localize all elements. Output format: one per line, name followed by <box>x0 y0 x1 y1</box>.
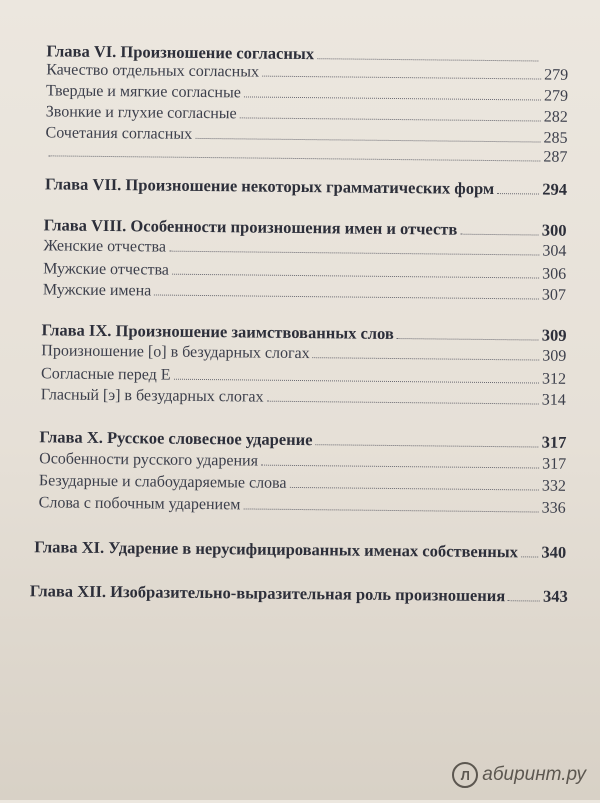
leader-dots <box>397 337 539 340</box>
leader-dots <box>172 273 539 279</box>
toc-entry-label: Произношение [о] в безударных слогах <box>41 342 310 363</box>
leader-dots <box>289 486 538 491</box>
toc-entry-label: Женские отчества <box>43 237 167 256</box>
toc-entry-label: Мужские имена <box>42 281 152 300</box>
toc-entry-page: 279 <box>543 87 569 105</box>
toc-chapter-title: Глава XI. Ударение в нерусифицированных именах собственных <box>34 537 519 562</box>
toc-chapter-title: Глава IX. Произношение заимствованных слов <box>41 320 394 344</box>
toc-entry <box>43 281 566 304</box>
toc-entry-page: 307 <box>541 286 567 304</box>
leader-dots <box>169 250 539 256</box>
toc-chapter-page: 300 <box>541 220 567 240</box>
leader-dots <box>497 192 539 194</box>
toc-entry-page: 309 <box>542 347 567 365</box>
toc-entry <box>43 260 566 283</box>
toc-chapter-12-heading <box>30 581 568 607</box>
toc-entry-page: 304 <box>542 242 567 260</box>
toc-entry-label: Слова с побочным ударением <box>38 494 241 514</box>
toc-chapter-page: 294 <box>542 179 568 199</box>
toc-entry <box>46 82 568 105</box>
toc-entry-label: Безударные и слабоударяемые слова <box>38 472 287 492</box>
toc-entry-page: 279 <box>544 66 569 84</box>
toc-entry <box>39 450 566 474</box>
toc-chapter-10-heading <box>39 427 566 453</box>
labirint-watermark <box>452 762 586 788</box>
toc-chapter-title: Глава VII. Произношение некоторых грамматических форм <box>44 174 495 199</box>
toc-entry-label: Согласные перед Е <box>40 365 171 384</box>
toc-entry-label: Звонкие и глухие согласные <box>45 103 237 123</box>
toc-entry-page: 282 <box>543 108 568 126</box>
leader-dots <box>244 95 541 100</box>
leader-dots <box>48 154 540 161</box>
toc-entry-label: Сочетания согласных <box>45 124 193 143</box>
toc-entry-label: Мужские отчества <box>43 260 170 279</box>
toc-entry-page: 285 <box>543 129 568 147</box>
leader-dots <box>174 378 540 384</box>
leader-dots <box>313 356 540 360</box>
toc-entry-page: 312 <box>541 370 567 388</box>
toc-chapter-page: 317 <box>541 432 567 452</box>
toc-entry <box>41 365 566 388</box>
toc-chapter-title: Глава VIII. Особенности произношения имен и отчеств <box>43 215 458 239</box>
leader-dots <box>508 599 540 601</box>
leader-dots <box>317 57 538 61</box>
toc-chapter-9-heading <box>41 320 566 345</box>
toc-entry <box>39 494 566 518</box>
toc-entry-page: 306 <box>542 265 567 283</box>
toc-chapter-page: 343 <box>542 586 568 606</box>
leader-dots <box>195 137 540 143</box>
toc-entry <box>41 386 566 409</box>
toc-chapter-title: Глава XII. Изобразительно-выразительная роль произношения <box>29 581 506 606</box>
toc-chapter-title: Глава VI. Произношение согласных <box>46 41 315 64</box>
leader-dots <box>261 464 539 469</box>
toc-entry-page: 332 <box>541 477 567 495</box>
leader-dots <box>521 555 539 557</box>
toc-entry-label: Гласный [э] в безударных слогах <box>40 386 264 406</box>
toc-chapter-title: Глава X. Русское словесное ударение <box>39 427 313 450</box>
leader-dots <box>460 233 539 236</box>
toc-chapter-page: 340 <box>541 542 567 562</box>
toc-chapter-8-heading <box>44 215 567 240</box>
leader-dots <box>240 116 541 121</box>
labirint-logo-icon: Л <box>452 762 478 788</box>
toc-entry-label: Качество отдельных согласных <box>46 61 260 81</box>
toc-entry-page: 287 <box>543 148 568 166</box>
toc-entry-label: Особенности русского ударения <box>39 450 259 470</box>
toc-entry-page: 314 <box>541 391 566 409</box>
labirint-watermark-text: абиринт.ру <box>482 764 586 785</box>
toc-entry-label: Твердые и мягкие согласные <box>45 82 241 102</box>
leader-dots <box>243 507 538 512</box>
leader-dots <box>262 75 541 80</box>
leader-dots <box>154 293 539 299</box>
leader-dots <box>315 443 538 447</box>
toc-entry <box>43 237 566 260</box>
toc-entry <box>39 472 566 496</box>
toc-entry-page: 336 <box>541 499 566 517</box>
leader-dots <box>266 400 538 405</box>
toc-chapter-11-heading <box>34 537 566 563</box>
toc-entry <box>41 342 566 365</box>
toc-entry <box>46 103 568 126</box>
toc-chapter-page: 309 <box>541 325 567 345</box>
toc-chapter-7-heading <box>45 174 567 199</box>
toc-entry-page: 317 <box>542 455 567 473</box>
